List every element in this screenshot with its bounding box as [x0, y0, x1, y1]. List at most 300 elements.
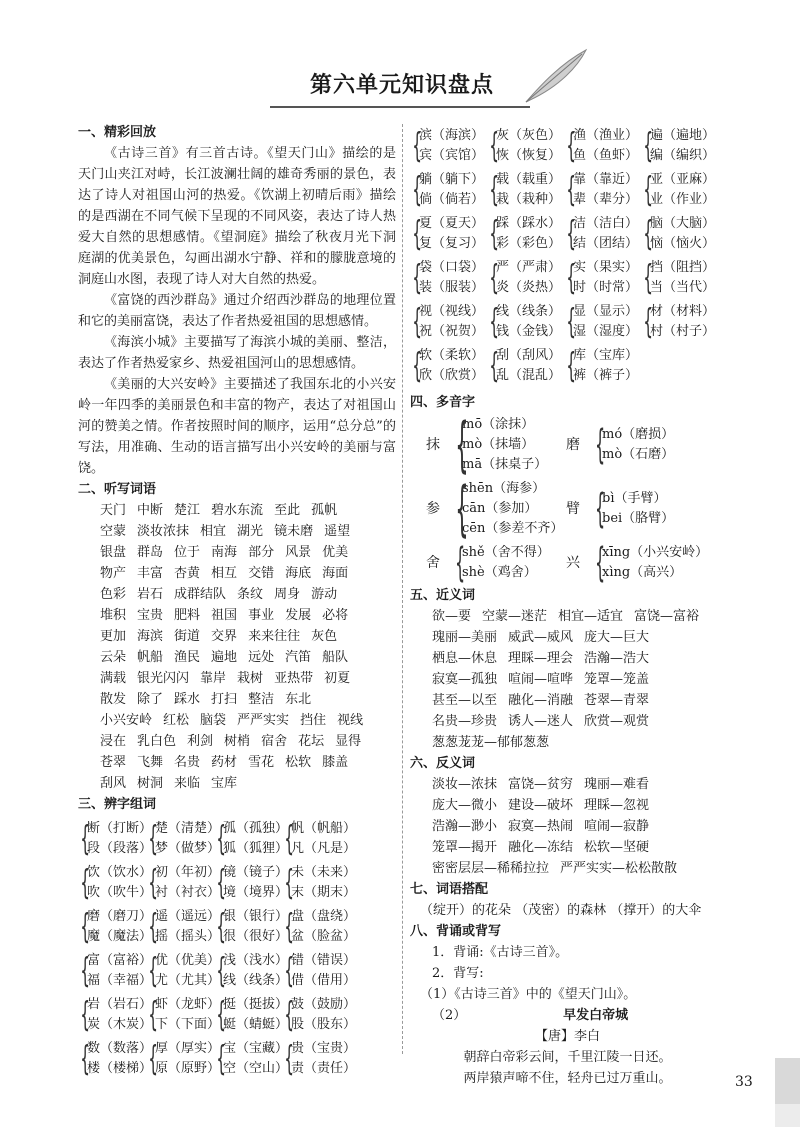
char-pair-word: 祝（祝贺）: [419, 324, 485, 339]
char-pair-word: 优（优美）: [155, 953, 221, 968]
word-pair: 苍翠—青翠: [584, 693, 650, 708]
char-pair: [282, 905, 357, 949]
char-pair-lines: [573, 214, 638, 254]
dictation-word: 名贵: [174, 755, 201, 770]
polyphone-reading: shēn（海参）: [462, 481, 546, 496]
polyphone-reading: mā（抹桌子）: [462, 457, 548, 472]
dictation-word: 远处: [248, 650, 275, 665]
polyphone-reading: mò（抹墙）: [462, 437, 535, 452]
dictation-word: 淡妆浓抹: [137, 524, 190, 539]
polyphone-item: [424, 540, 564, 586]
word-pair: 浩瀚—渺小: [432, 819, 498, 834]
char-pair-lines: [573, 258, 638, 298]
dictation-word: 至此: [274, 503, 301, 518]
brace-icon: {: [216, 863, 226, 903]
section-heading-3: 三、辨字组词: [78, 797, 157, 812]
brace-icon: {: [148, 907, 158, 947]
polyphone-reading: xìng（高兴）: [602, 565, 683, 580]
dictation-word: 部分: [248, 545, 275, 560]
char-pair-word: 盘（盘绕）: [291, 909, 357, 924]
char-pair: [214, 905, 289, 949]
char-pair-word: 吹（吹牛）: [87, 885, 153, 900]
char-pair: [410, 300, 485, 344]
char-pair-word: 袋（口袋）: [419, 260, 485, 275]
char-pair: [410, 256, 485, 300]
section-heading-7: 七、词语搭配: [410, 882, 489, 897]
word-pair: 喧闹—喧哗: [508, 672, 574, 687]
brace-icon: {: [148, 863, 158, 903]
char-pair-lines: [87, 819, 158, 859]
char-pair-lines: [573, 302, 638, 342]
column-divider: [402, 124, 403, 1054]
char-pair-word: 福（幸福）: [87, 973, 153, 988]
word-pair-row: [432, 606, 725, 627]
polyphone-reading: mò（石磨）: [602, 447, 675, 462]
polyphone-readings: [462, 543, 550, 583]
char-pair-lines: [573, 170, 638, 210]
brace-icon: {: [489, 214, 499, 254]
dictation-word: 乳白色: [137, 734, 177, 749]
section-heading-4: 四、多音字: [410, 395, 476, 410]
brace-icon: {: [489, 170, 499, 210]
char-pair-word: 栽（栽种）: [496, 192, 562, 207]
polyphone-reading: xīng（小兴安岭）: [602, 545, 709, 560]
char-pair-lines: [419, 126, 484, 166]
char-pair: [564, 344, 639, 388]
char-pair-word: 挺（挺拔）: [223, 997, 289, 1012]
char-pair: [146, 1037, 221, 1081]
char-pair: [146, 993, 221, 1037]
brace-icon: {: [412, 170, 422, 210]
char-pair-word: 厚（厚实）: [155, 1041, 221, 1056]
brace-icon: {: [148, 1039, 158, 1079]
dictation-word: 树洞: [137, 776, 164, 791]
polyphone-reading: bei（胳臂）: [602, 511, 675, 526]
char-pair: [641, 124, 716, 168]
char-pair-lines: [650, 302, 715, 342]
char-pair-lines: [419, 214, 484, 254]
char-pair: [78, 905, 153, 949]
char-pair-word: 视（视线）: [419, 304, 485, 319]
char-pair: [214, 949, 289, 993]
char-pair: [487, 212, 562, 256]
section-heading-8: 八、背诵或背写: [410, 924, 502, 939]
char-pair-lines: [87, 995, 158, 1035]
char-pair-lines: [496, 214, 561, 254]
char-pair: [78, 949, 153, 993]
dictation-word: 云朵: [100, 650, 127, 665]
brace-icon: {: [80, 951, 90, 991]
char-pair: [282, 993, 357, 1037]
char-pair-word: 恼（恼火）: [650, 236, 716, 251]
brace-icon: {: [148, 819, 158, 859]
char-pair-word: 断（打断）: [87, 821, 153, 836]
char-pair-word: 帆（帆船）: [291, 821, 357, 836]
recite-item-2b-label: （2）: [432, 1008, 467, 1023]
dictation-word: 帆船: [137, 650, 164, 665]
dictation-word: 满载: [100, 671, 127, 686]
polyphone-reading: shè（鸡舍）: [462, 565, 537, 580]
brace-icon: {: [80, 1039, 90, 1079]
char-pair: [78, 993, 153, 1037]
dictation-word: 来来往往: [248, 629, 301, 644]
dictation-word: 天门: [100, 503, 127, 518]
word-row: [100, 584, 396, 605]
char-pair: [564, 124, 639, 168]
word-pair: 瑰丽—美丽: [432, 630, 498, 645]
dictation-word: 孤帆: [311, 503, 338, 518]
brace-icon: {: [489, 302, 499, 342]
char-pair-word: 磨（磨刀）: [87, 909, 153, 924]
word-pair: 松软—坚硬: [584, 840, 650, 855]
dictation-word: 飞舞: [137, 755, 164, 770]
brace-icon: {: [80, 819, 90, 859]
dictation-word: 堆积: [100, 608, 127, 623]
char-pair: [564, 168, 639, 212]
char-pair-word: 线（线条）: [496, 304, 562, 319]
brace-icon: {: [595, 540, 606, 586]
char-pair-word: 彩（彩色）: [496, 236, 562, 251]
char-pair: [282, 817, 357, 861]
char-pair-word: 炭（木炭）: [87, 1017, 153, 1032]
char-pair: [282, 1037, 357, 1081]
dictation-word: 杏黄: [174, 566, 201, 581]
dictation-word: 脑袋: [200, 713, 227, 728]
char-pair-lines: [223, 907, 294, 947]
char-pair-word: 欣（欣赏）: [419, 368, 485, 383]
dictation-word: 银盘: [100, 545, 127, 560]
polyphone-readings: [602, 425, 674, 465]
dictation-word: 东北: [285, 692, 312, 707]
char-pair-word: 业（作业）: [650, 192, 716, 207]
word-pair: 威武—威风: [508, 630, 574, 645]
word-pair: 富饶—贫穷: [508, 777, 574, 792]
dictation-word: 祖国: [211, 608, 238, 623]
dictation-word: 红松: [163, 713, 190, 728]
char-pair-word: 末（期末）: [291, 885, 357, 900]
word-pair: 空蒙—迷茫: [482, 609, 548, 624]
char-pair-lines: [419, 258, 484, 298]
brace-icon: {: [455, 540, 466, 586]
brace-icon: {: [455, 410, 469, 480]
word-pair: 密密层层—稀稀拉拉: [432, 861, 550, 876]
char-pair-lines: [573, 346, 638, 386]
char-pair-word: 银（银行）: [223, 909, 289, 924]
char-pair-word: 岩（岩石）: [87, 997, 153, 1012]
word-pair: 寂寞—孤独: [432, 672, 498, 687]
char-pair: [641, 168, 716, 212]
char-pair-lines: [291, 995, 356, 1035]
char-pair-lines: [155, 819, 226, 859]
char-pair-lines: [155, 907, 226, 947]
title-underline: [270, 106, 530, 108]
brace-icon: {: [489, 346, 499, 386]
word-pair-row: [432, 669, 725, 690]
char-pair: [564, 256, 639, 300]
brace-icon: {: [216, 907, 226, 947]
polyphone-char: 抹: [426, 436, 440, 453]
dictation-word: 刮风: [100, 776, 127, 791]
char-pair-lines: [496, 170, 561, 210]
char-pair-word: 辈（辈分）: [573, 192, 639, 207]
char-pair-word: 富（富裕）: [87, 953, 153, 968]
char-pair-word: 裤（裤子）: [573, 368, 639, 383]
brace-icon: {: [412, 346, 422, 386]
char-pair-word: 空（空山）: [223, 1061, 289, 1076]
left-column: [78, 122, 396, 1085]
word-pair: 建设—破坏: [508, 798, 574, 813]
brace-icon: {: [80, 995, 90, 1035]
char-pair-lines: [155, 1039, 226, 1079]
word-pair: 浩瀚—浩大: [584, 651, 650, 666]
dictation-word: 除了: [137, 692, 164, 707]
poem-line: 朝辞白帝彩云间，千里江陵一日还。: [463, 1050, 672, 1065]
char-pair-word: 挡（阻挡）: [650, 260, 716, 275]
word-row: [100, 563, 396, 584]
char-pair-word: 编（编织）: [650, 148, 716, 163]
word-pair: 严严实实—松松散散: [560, 861, 678, 876]
char-pair-word: 装（服装）: [419, 280, 485, 295]
char-pair-lines: [87, 907, 158, 947]
char-pair-word: 楼（楼梯）: [87, 1061, 153, 1076]
char-pair-word: 借（借用）: [291, 973, 357, 988]
recite-item-2a: （1）《古诗三首》中的《望天门山》。: [420, 987, 637, 1002]
dictation-word: 散发: [100, 692, 127, 707]
char-pair-word: 湿（湿度）: [573, 324, 639, 339]
word-pair-row: [432, 627, 725, 648]
word-row: [100, 710, 396, 731]
word-pair-row: [432, 690, 725, 711]
char-pair-word: 载（载重）: [496, 172, 562, 187]
paragraph: 《富饶的西沙群岛》通过介绍西沙群岛的地理位置和它的美丽富饶，表达了作者热爱祖国的思想感情。: [78, 293, 396, 329]
char-pair-word: 亚（亚麻）: [650, 172, 716, 187]
word-pair-row: [432, 816, 725, 837]
char-pair-word: 宝（宝藏）: [223, 1041, 289, 1056]
dictation-word: 条纹: [237, 587, 264, 602]
page-tab-bar-light: [775, 1104, 800, 1127]
char-pair-word: 靠（靠近）: [573, 172, 639, 187]
brace-icon: {: [80, 907, 90, 947]
dictation-word: 相互: [211, 566, 238, 581]
char-pair-word: 软（柔软）: [419, 348, 485, 363]
char-pair-word: 乱（混乱）: [496, 368, 562, 383]
word-row: [100, 689, 396, 710]
dictation-word: 药材: [211, 755, 238, 770]
char-pair-word: 贵（宝贵）: [291, 1041, 357, 1056]
word-row: [100, 626, 396, 647]
char-pair-lines: [87, 863, 158, 903]
dictation-word: 楚江: [174, 503, 201, 518]
dictation-word: 镜未磨: [274, 524, 314, 539]
char-pair: [78, 1037, 153, 1081]
dictation-word: 群岛: [137, 545, 164, 560]
dictation-word: 来临: [174, 776, 201, 791]
word-pair: 理睬—忽视: [584, 798, 650, 813]
char-pair-lines: [155, 995, 226, 1035]
dictation-word: 成群结队: [174, 587, 227, 602]
char-pair: [487, 168, 562, 212]
char-pair-lines: [223, 995, 294, 1035]
dictation-word: 周身: [274, 587, 301, 602]
dictation-word: 交界: [211, 629, 238, 644]
paragraph: 《美丽的大兴安岭》主要描述了我国东北的小兴安岭一年四季的美丽景色和丰富的物产，表达了对祖国山河的赞美之情。作者按照时间的顺序，运用“总分总”的写法，用准确、生动的语言描写出小兴安岭的美丽与富饶。: [78, 377, 396, 476]
char-pair-lines: [223, 863, 294, 903]
dictation-word: 空蒙: [100, 524, 127, 539]
char-pair: [214, 993, 289, 1037]
char-pair-word: 段（段落）: [87, 841, 153, 856]
char-pair: [410, 124, 485, 168]
brace-icon: {: [643, 302, 653, 342]
char-pair-lines: [291, 951, 356, 991]
page-title: 第六单元知识盘点: [310, 73, 495, 98]
word-row: [100, 500, 396, 521]
dictation-word: 亚热带: [274, 671, 314, 686]
char-pair-word: 灰（灰色）: [496, 128, 562, 143]
char-pair-lines: [650, 170, 715, 210]
char-pair-word: 显（显示）: [573, 304, 639, 319]
char-pair: [641, 300, 716, 344]
dictation-word: 船队: [322, 650, 349, 665]
char-pair-lines: [650, 126, 715, 166]
feather-icon: [520, 46, 590, 106]
recite-item-1: 1．背诵:《古诗三首》。: [432, 945, 569, 960]
word-pair: 淡妆—浓抹: [432, 777, 498, 792]
polyphone-reading: shě（舍不得）: [462, 545, 550, 560]
dictation-word: 位于: [174, 545, 201, 560]
dictation-word-list: [78, 500, 396, 794]
char-pair-word: 股（股东）: [291, 1017, 357, 1032]
synonym-list: [410, 606, 725, 753]
char-pair-lines: [419, 346, 484, 386]
char-pair-lines: [223, 819, 294, 859]
word-pair-row: [432, 774, 725, 795]
char-pair-word: 魔（魔法）: [87, 929, 153, 944]
char-pair-word: 境（境界）: [223, 885, 289, 900]
char-pair-word: 洁（洁白）: [573, 216, 639, 231]
char-pair: [78, 817, 153, 861]
char-pair: [641, 212, 716, 256]
polyphone-item: [424, 474, 564, 544]
char-pair-lines: [419, 302, 484, 342]
char-pair: [146, 949, 221, 993]
char-pair-word: 原（原野）: [155, 1061, 221, 1076]
poem-title: 早发白帝城: [563, 1008, 629, 1023]
dictation-word: 碧水东流: [211, 503, 264, 518]
word-row: [100, 647, 396, 668]
polyphone-reading: mó（磨损）: [602, 427, 675, 442]
brace-icon: {: [566, 258, 576, 298]
word-pair: 喧闹—寂静: [584, 819, 650, 834]
brace-icon: {: [80, 863, 90, 903]
char-pair: [487, 344, 562, 388]
char-pair-lines: [496, 302, 561, 342]
char-pair-word: 鼓（鼓励）: [291, 997, 357, 1012]
char-pair: [410, 212, 485, 256]
dictation-word: 浸在: [100, 734, 127, 749]
char-pair-word: 刮（刮风）: [496, 348, 562, 363]
poem-heading-row: [410, 1005, 725, 1026]
dictation-word: 优美: [322, 545, 349, 560]
dictation-word: 树梢: [224, 734, 251, 749]
polyphone-item: [564, 486, 675, 532]
dictation-word: 街道: [174, 629, 201, 644]
char-pair-word: 结（团结）: [573, 236, 639, 251]
char-pair: [641, 256, 716, 300]
polyphone-item: [424, 410, 564, 480]
char-pair-word: 下（下面）: [155, 1017, 221, 1032]
title-block: [270, 62, 570, 112]
dictation-word: 苍翠: [100, 755, 127, 770]
word-pair: 名贵—珍贵: [432, 714, 498, 729]
dictation-word: 丰富: [137, 566, 164, 581]
char-pair-word: 凡（凡是）: [291, 841, 357, 856]
char-pair-word: 滨（海滨）: [419, 128, 485, 143]
brace-icon: {: [643, 126, 653, 166]
brace-icon: {: [284, 907, 294, 947]
char-pair: [487, 300, 562, 344]
char-pair-word: 遍（遍地）: [650, 128, 716, 143]
brace-icon: {: [566, 214, 576, 254]
brace-icon: {: [566, 170, 576, 210]
dictation-word: 事业: [248, 608, 275, 623]
brace-icon: {: [643, 214, 653, 254]
char-pair-grid-right: [410, 124, 725, 388]
char-pair-word: 脑（大脑）: [650, 216, 716, 231]
dictation-word: 海面: [322, 566, 349, 581]
char-pair-word: 宾（宾馆）: [419, 148, 485, 163]
char-pair-word: 蜓（蜻蜓）: [223, 1017, 289, 1032]
dictation-word: 风景: [285, 545, 312, 560]
char-pair: [282, 949, 357, 993]
polyphone-row: [410, 410, 725, 480]
char-pair-word: 复（复习）: [419, 236, 485, 251]
char-pair-word: 摇（摇头）: [155, 929, 221, 944]
dictation-word: 相宜: [200, 524, 227, 539]
collocation-line: （绽开）的花朵 （茂密）的森林 （撑开）的大伞: [420, 903, 702, 918]
brace-icon: {: [412, 126, 422, 166]
dictation-word: 中断: [137, 503, 164, 518]
recite-item-2: 2．背写:: [432, 966, 484, 981]
char-pair: [564, 212, 639, 256]
char-pair-word: 渔（渔业）: [573, 128, 639, 143]
brace-icon: {: [284, 1039, 294, 1079]
dictation-word: 肥料: [174, 608, 201, 623]
antonym-list: [410, 774, 725, 879]
char-pair-word: 初（年初）: [155, 865, 221, 880]
polyphone-reading: mō（涂抹）: [462, 417, 535, 432]
char-pair-lines: [87, 951, 158, 991]
word-pair: 融化—冻结: [508, 840, 574, 855]
poem-line: 两岸猿声啼不住，轻舟已过万重山。: [463, 1071, 672, 1086]
brace-icon: {: [489, 258, 499, 298]
word-pair-row: [432, 732, 725, 753]
polyphone-row: [410, 541, 725, 585]
word-pair: 笼罩—笼盖: [584, 672, 650, 687]
brace-icon: {: [216, 1039, 226, 1079]
char-pair-word: 楚（清楚）: [155, 821, 221, 836]
char-pair-word: 遥（遥远）: [155, 909, 221, 924]
word-row: [100, 605, 396, 626]
polyphone-reading: cēn（参差不齐）: [462, 521, 564, 536]
char-pair-lines: [419, 170, 484, 210]
dictation-word: 南海: [211, 545, 238, 560]
char-pair-word: 躺（躺下）: [419, 172, 485, 187]
dictation-word: 遍地: [211, 650, 238, 665]
polyphone-char: 参: [426, 500, 440, 517]
brace-icon: {: [216, 995, 226, 1035]
polyphone-readings: [602, 489, 674, 529]
brace-icon: {: [216, 951, 226, 991]
